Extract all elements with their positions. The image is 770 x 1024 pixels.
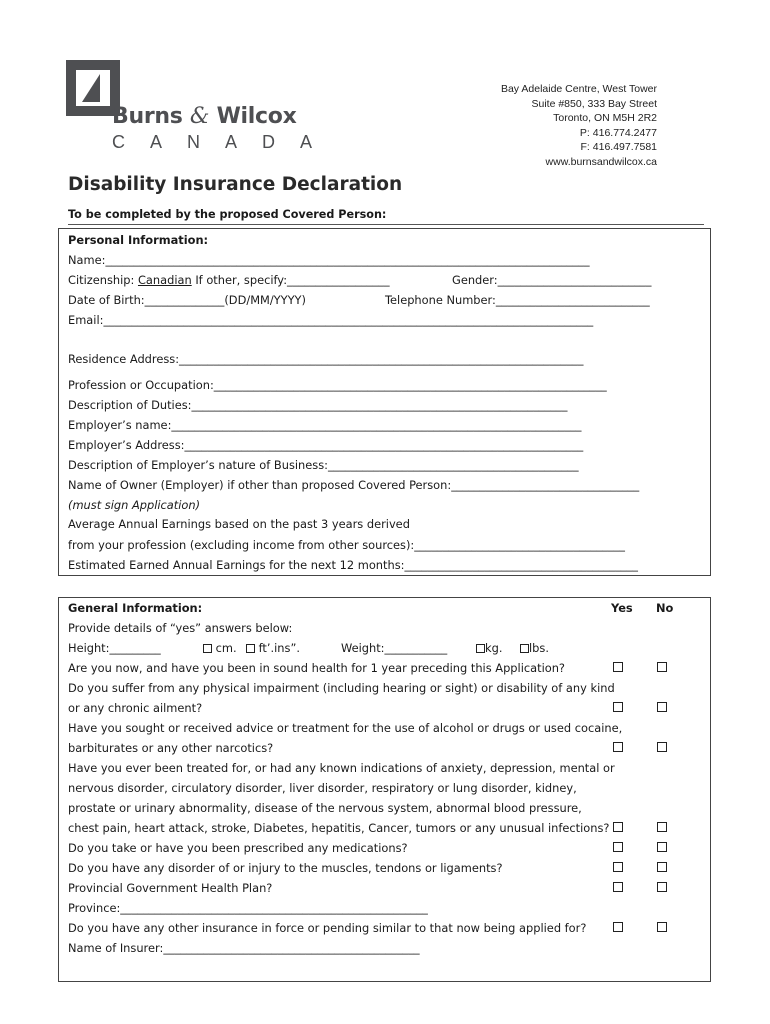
question-treated: Have you ever been treated for, or had any known indications of anxiety, depression, mental or: [68, 761, 615, 775]
no-column-header: No: [656, 601, 674, 615]
question-treated-cont: nervous disorder, circulatory disorder, liver disorder, respiratory or lung disorder, kidney,: [68, 781, 577, 795]
muscles-no-checkbox[interactable]: [657, 862, 667, 872]
treated-yes-checkbox[interactable]: [613, 822, 623, 832]
dob-field[interactable]: Date of Birth:______________(DD/MM/YYYY): [68, 293, 306, 307]
medications-no-checkbox[interactable]: [657, 842, 667, 852]
kg-option[interactable]: [476, 641, 502, 655]
health-plan-yes-checkbox[interactable]: [613, 882, 623, 892]
avg-earnings-label: Average Annual Earnings based on the past 3 years derived: [68, 517, 410, 531]
kg-label: kg.: [485, 641, 503, 655]
avg-earnings-field[interactable]: from your profession (excluding income from other sources):_____________________________________: [68, 538, 625, 552]
question-medications: Do you take or have you been prescribed any medications?: [68, 841, 408, 855]
address-line: Bay Adelaide Centre, West Tower: [500, 83, 657, 95]
gender-field[interactable]: Gender:___________________________: [452, 273, 652, 287]
height-field[interactable]: Height:_________: [68, 641, 161, 655]
lbs-option[interactable]: [520, 641, 549, 655]
cm-checkbox[interactable]: [203, 644, 212, 653]
question-alcohol-cont: barbiturates or any other narcotics?: [68, 741, 274, 755]
citizenship-other: If other, specify:__________________: [191, 273, 390, 287]
province-field[interactable]: Province:______________________________________________________: [68, 901, 428, 915]
employer-name-field[interactable]: Employer’s name:________________________________________________________________________: [68, 418, 582, 432]
impairment-yes-checkbox[interactable]: [613, 702, 623, 712]
profession-field[interactable]: Profession or Occupation:_____________________________________________________________________: [68, 378, 607, 392]
brand-name: Burns & Wilcox: [112, 104, 297, 129]
estimated-earnings-field[interactable]: Estimated Earned Annual Earnings for the next 12 months:_________________________________________: [68, 558, 638, 572]
ftins-checkbox[interactable]: [246, 644, 255, 653]
health-plan-no-checkbox[interactable]: [657, 882, 667, 892]
duties-field[interactable]: Description of Duties:__________________________________________________________________: [68, 398, 568, 412]
other-insurance-yes-checkbox[interactable]: [613, 922, 623, 932]
form-subtitle: To be completed by the proposed Covered Person:: [68, 208, 387, 221]
medications-yes-checkbox[interactable]: [613, 842, 623, 852]
email-field[interactable]: Email:______________________________________________________________________________________: [68, 313, 594, 327]
question-impairment: Do you suffer from any physical impairment (including hearing or sight) or disability of any kind: [68, 681, 615, 695]
general-heading: General Information:: [68, 601, 203, 615]
citizenship-label: Citizenship:: [68, 273, 138, 287]
question-muscles: Do you have any disorder of or injury to the muscles, tendons or ligaments?: [68, 861, 503, 875]
fax-line: F: 416.497.7581: [580, 141, 657, 154]
employer-address-field[interactable]: Employer’s Address:______________________________________________________________________: [68, 438, 584, 452]
phone-line: P: 416.774.2477: [579, 126, 657, 139]
question-alcohol: Have you sought or received advice or treatment for the use of alcohol or drugs or used cocaine,: [68, 721, 623, 735]
name-field[interactable]: Name:_____________________________________________________________________________________: [68, 253, 590, 267]
impairment-no-checkbox[interactable]: [657, 702, 667, 712]
telephone-field[interactable]: Telephone Number:___________________________: [385, 293, 650, 307]
question-treated-cont: chest pain, heart attack, stroke, Diabetes, hepatitis, Cancer, tumors or any unusual infections?: [68, 821, 610, 835]
kg-checkbox[interactable]: [476, 644, 485, 653]
yes-column-header: Yes: [611, 601, 633, 615]
cm-option[interactable]: [203, 641, 237, 655]
address-line: Toronto, ON M5H 2R2: [553, 112, 657, 125]
must-sign-note: (must sign Application): [68, 498, 201, 512]
question-impairment-cont: or any chronic ailment?: [68, 701, 203, 715]
muscles-yes-checkbox[interactable]: [613, 862, 623, 872]
question-treated-cont: prostate or urinary abnormality, disease of the nervous system, abnormal blood pressure,: [68, 801, 582, 815]
ftins-label: ft’.ins”.: [258, 641, 300, 655]
citizenship-field[interactable]: [68, 273, 390, 287]
subtitle-rule: [68, 224, 704, 225]
insurer-field[interactable]: Name of Insurer:_____________________________________________: [68, 941, 420, 955]
alcohol-no-checkbox[interactable]: [657, 742, 667, 752]
health-no-checkbox[interactable]: [657, 662, 667, 672]
ftins-option[interactable]: [246, 641, 300, 655]
brand-country: CANADA: [112, 132, 338, 152]
question-health: Are you now, and have you been in sound health for 1 year preceding this Application?: [68, 661, 565, 675]
form-title: Disability Insurance Declaration: [68, 174, 403, 195]
provide-details-note: Provide details of “yes” answers below:: [68, 621, 293, 635]
question-health-plan: Provincial Government Health Plan?: [68, 881, 273, 895]
question-other-insurance: Do you have any other insurance in force or pending similar to that now being applied for?: [68, 921, 587, 935]
other-insurance-no-checkbox[interactable]: [657, 922, 667, 932]
owner-field[interactable]: Name of Owner (Employer) if other than proposed Covered Person:_________________________________: [68, 478, 640, 492]
treated-no-checkbox[interactable]: [657, 822, 667, 832]
weight-field[interactable]: Weight:___________: [341, 641, 448, 655]
company-address: [501, 82, 657, 170]
height-weight-row: [68, 641, 161, 655]
citizenship-value: Canadian: [137, 273, 192, 287]
address-line: Suite #850, 333 Bay Street: [531, 97, 657, 110]
personal-heading: Personal Information:: [68, 233, 209, 247]
cm-label: cm.: [215, 641, 237, 655]
health-yes-checkbox[interactable]: [613, 662, 623, 672]
lbs-label: lbs.: [529, 641, 549, 655]
residence-address-field[interactable]: Residence Address:_______________________________________________________________________: [68, 352, 584, 366]
alcohol-yes-checkbox[interactable]: [613, 742, 623, 752]
employer-business-field[interactable]: Description of Employer’s nature of Business:____________________________________________: [68, 458, 579, 472]
website-link[interactable]: www.burnsandwilcox.ca: [545, 155, 657, 168]
lbs-checkbox[interactable]: [520, 644, 529, 653]
